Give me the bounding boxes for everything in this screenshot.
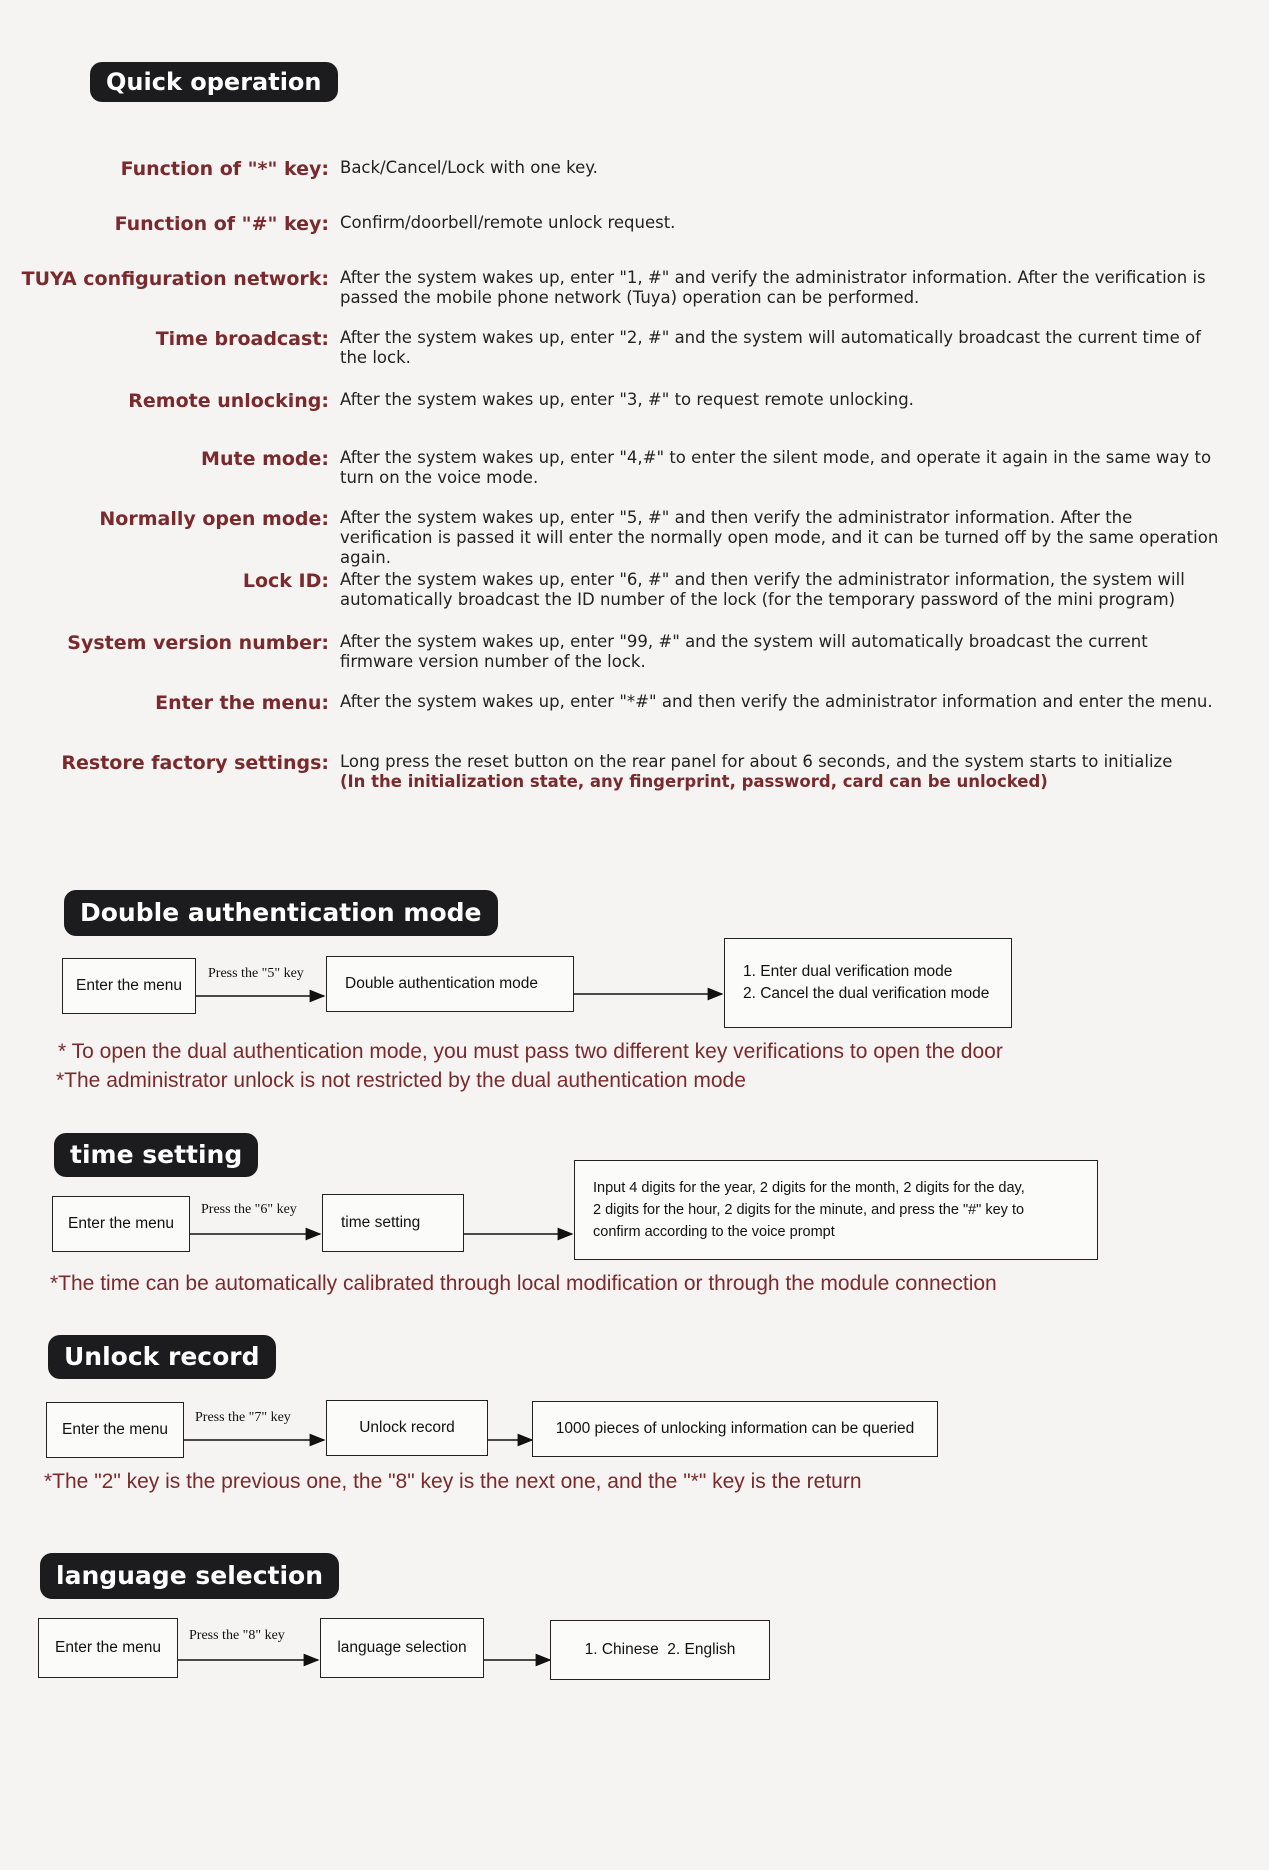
quick-item-label: System version number: (67, 632, 329, 654)
unlock-step-record: Unlock record (326, 1400, 488, 1456)
quick-item-desc: After the system wakes up, enter "4,#" to enter the silent mode, and operate it again in the same way to turn on the voice mode. (340, 448, 1212, 487)
language-selection-heading: language selection (40, 1553, 339, 1599)
double-result-2: 2. Cancel the dual verification mode (743, 985, 990, 1002)
double-step-mode: Double authentication mode (326, 956, 574, 1012)
double-key-label: Press the "5" key (208, 966, 304, 981)
language-key-label: Press the "8" key (189, 1628, 285, 1643)
quick-item-label: Mute mode: (201, 448, 329, 470)
quick-item-desc: After the system wakes up, enter "3, #" to request remote unlocking. (340, 390, 914, 409)
time-setting-heading: time setting (54, 1133, 258, 1177)
unlock-note: *The "2" key is the previous one, the "8" key is the next one, and the "*" key is the return (44, 1470, 862, 1493)
double-note-2: *The administrator unlock is not restricted by the dual authentication mode (56, 1069, 746, 1092)
language-step-enter-menu: Enter the menu (38, 1618, 178, 1678)
quick-item-desc: Confirm/doorbell/remote unlock request. (340, 213, 676, 232)
quick-item-desc: After the system wakes up, enter "5, #" and then verify the administrator information. After the verification is passed it will enter the normally open mode, and it can be turned off by the same operation again. (340, 508, 1219, 567)
quick-item-label: Lock ID: (242, 570, 329, 592)
time-result-3: confirm according to the voice prompt (593, 1224, 835, 1240)
double-result-1: 1. Enter dual verification mode (743, 963, 953, 980)
time-step-setting: time setting (322, 1194, 464, 1252)
time-key-label: Press the "6" key (201, 1202, 297, 1217)
quick-item-label: Restore factory settings: (61, 752, 329, 774)
quick-item-label: Function of "*" key: (120, 158, 329, 180)
double-note-1: * To open the dual authentication mode, you must pass two different key verifications to open the door (58, 1040, 1003, 1063)
time-step-enter-menu: Enter the menu (52, 1196, 190, 1252)
quick-item-desc: After the system wakes up, enter "2, #" and the system will automatically broadcast the current time of the lock. (340, 328, 1201, 367)
quick-item-label: Function of "#" key: (114, 213, 329, 235)
quick-item-desc: After the system wakes up, enter "6, #" and then verify the administrator information, the system will automatically broadcast the ID number of the lock (for the temporary password of the mini program) (340, 570, 1185, 609)
double-step-enter-menu: Enter the menu (62, 958, 196, 1014)
quick-item-desc: After the system wakes up, enter "1, #" and verify the administrator information. After the verification is passed the mobile phone network (Tuya) operation can be performed. (340, 268, 1206, 307)
time-result-1: Input 4 digits for the year, 2 digits for the month, 2 digits for the day, (593, 1180, 1025, 1196)
quick-operation-heading: Quick operation (90, 62, 338, 102)
unlock-record-heading: Unlock record (48, 1335, 276, 1379)
quick-item-desc: Back/Cancel/Lock with one key. (340, 158, 598, 177)
time-result-box (574, 1160, 1098, 1260)
time-note: *The time can be automatically calibrated through local modification or through the module connection (50, 1272, 997, 1295)
quick-item-desc: After the system wakes up, enter "*#" and then verify the administrator information and enter the menu. (340, 692, 1213, 711)
unlock-key-label: Press the "7" key (195, 1410, 291, 1425)
quick-item-label: Enter the menu: (155, 692, 329, 714)
quick-item-label: Remote unlocking: (128, 390, 329, 412)
language-result-box: 1. Chinese 2. English (550, 1620, 770, 1680)
time-result-2: 2 digits for the hour, 2 digits for the minute, and press the "#" key to (593, 1202, 1025, 1218)
unlock-result-box: 1000 pieces of unlocking information can be queried (532, 1401, 938, 1457)
double-auth-heading: Double authentication mode (64, 890, 498, 936)
quick-item-label: TUYA configuration network: (21, 268, 329, 290)
quick-item-desc: After the system wakes up, enter "99, #" and the system will automatically broadcast the current firmware version number of the lock. (340, 632, 1148, 671)
restore-desc-warning: (In the initialization state, any fingerprint, password, card can be unlocked) (340, 772, 1048, 791)
quick-item-label: Time broadcast: (155, 328, 329, 350)
language-step-selection: language selection (320, 1618, 484, 1678)
restore-desc-text: Long press the reset button on the rear panel for about 6 seconds, and the system starts to initialize (340, 752, 1173, 771)
double-result-box (724, 938, 1012, 1028)
quick-item-label: Normally open mode: (99, 508, 329, 530)
unlock-step-enter-menu: Enter the menu (46, 1402, 184, 1458)
